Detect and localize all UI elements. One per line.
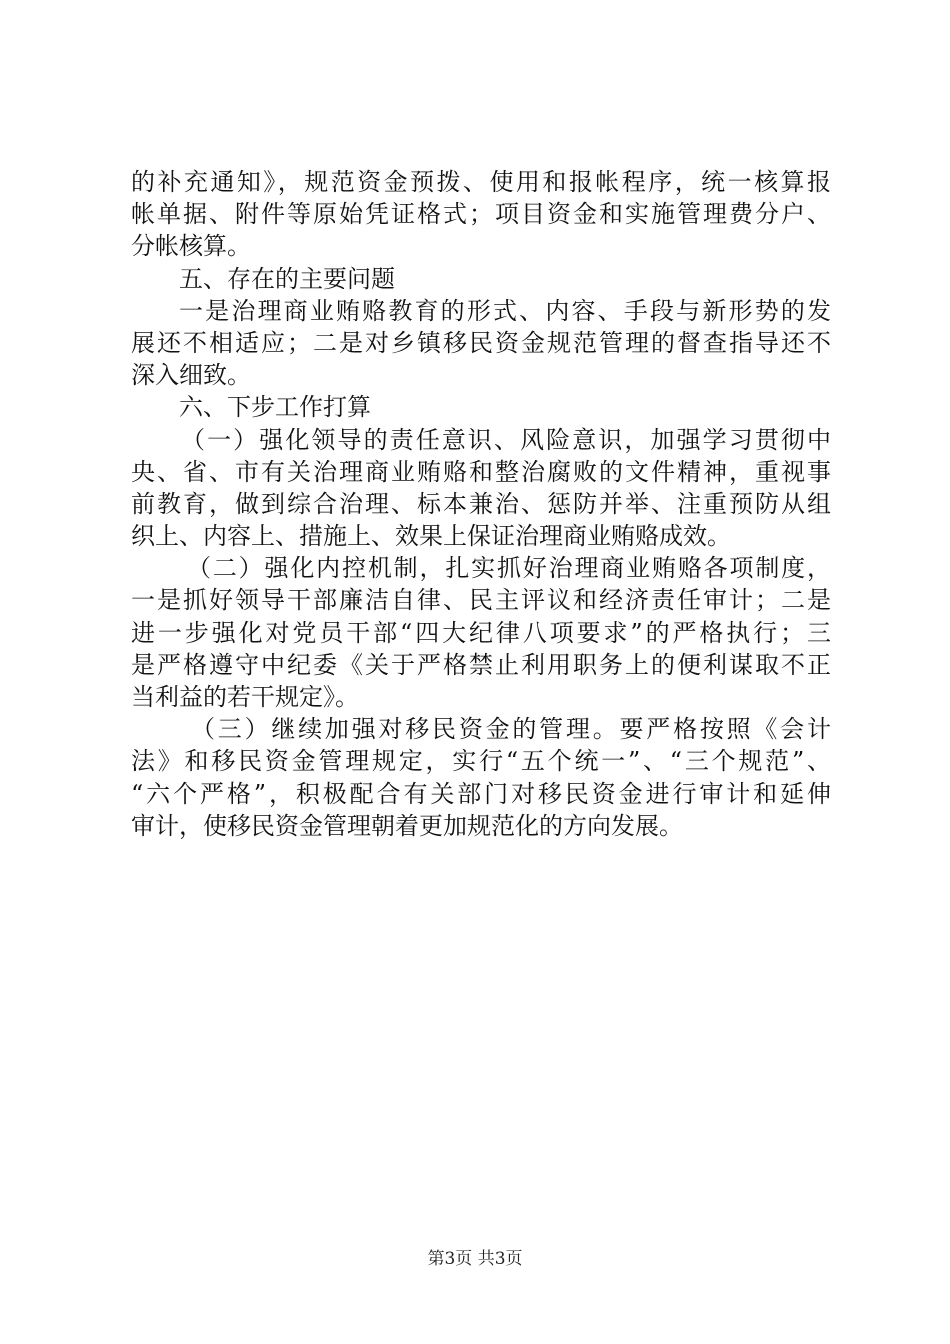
section-heading: 五、存在的主要问题	[179, 264, 395, 293]
paragraph-line: 前教育，做到综合治理、标本兼治、惩防并举、注重预防从组	[131, 489, 831, 518]
paragraph-line: 深入细致。	[131, 361, 251, 390]
paragraph-line: 是严格遵守中纪委《关于严格禁止利用职务上的便利谋取不正	[131, 650, 831, 679]
paragraph-line: （一）强化领导的责任意识、风险意识，加强学习贯彻中	[181, 425, 831, 454]
paragraph-line: 一是抓好领导干部廉洁自律、民主评议和经济责任审计；二是	[131, 586, 831, 615]
paragraph-line: 央、省、市有关治理商业贿赂和整治腐败的文件精神，重视事	[131, 457, 831, 486]
paragraph-line: 法》和移民资金管理规定，实行“五个统一”、“三个规范”、	[131, 747, 831, 776]
paragraph-line: “六个严格”，积极配合有关部门对移民资金进行审计和延伸	[131, 779, 831, 808]
paragraph-line: 展还不相适应；二是对乡镇移民资金规范管理的督查指导还不	[131, 328, 831, 357]
paragraph-line: 当利益的若干规定》。	[131, 683, 359, 711]
document-body	[131, 166, 831, 842]
paragraph-line: 审计，使移民资金管理朝着更加规范化的方向发展。	[131, 811, 683, 840]
paragraph-line: 进一步强化对党员干部“四大纪律八项要求”的严格执行；三	[131, 618, 831, 647]
paragraph-line: （三）继续加强对移民资金的管理。要严格按照《会计	[191, 715, 831, 744]
paragraph-line: 一是治理商业贿赂教育的形式、内容、手段与新形势的发	[179, 296, 831, 325]
paragraph-line: 帐单据、附件等原始凭证格式；项目资金和实施管理费分户、	[131, 200, 831, 229]
paragraph-line: 织上、内容上、措施上、效果上保证治理商业贿赂成效。	[131, 522, 731, 551]
paragraph-line: （二）强化内控机制，扎实抓好治理商业贿赂各项制度，	[187, 554, 831, 583]
section-heading: 六、下步工作打算	[179, 393, 371, 422]
page-number-footer: 第3页 共3页	[427, 1249, 523, 1269]
paragraph-line: 的补充通知》，规范资金预拨、使用和报帐程序，统一核算报	[131, 168, 831, 196]
paragraph-line: 分帐核算。	[131, 232, 251, 261]
